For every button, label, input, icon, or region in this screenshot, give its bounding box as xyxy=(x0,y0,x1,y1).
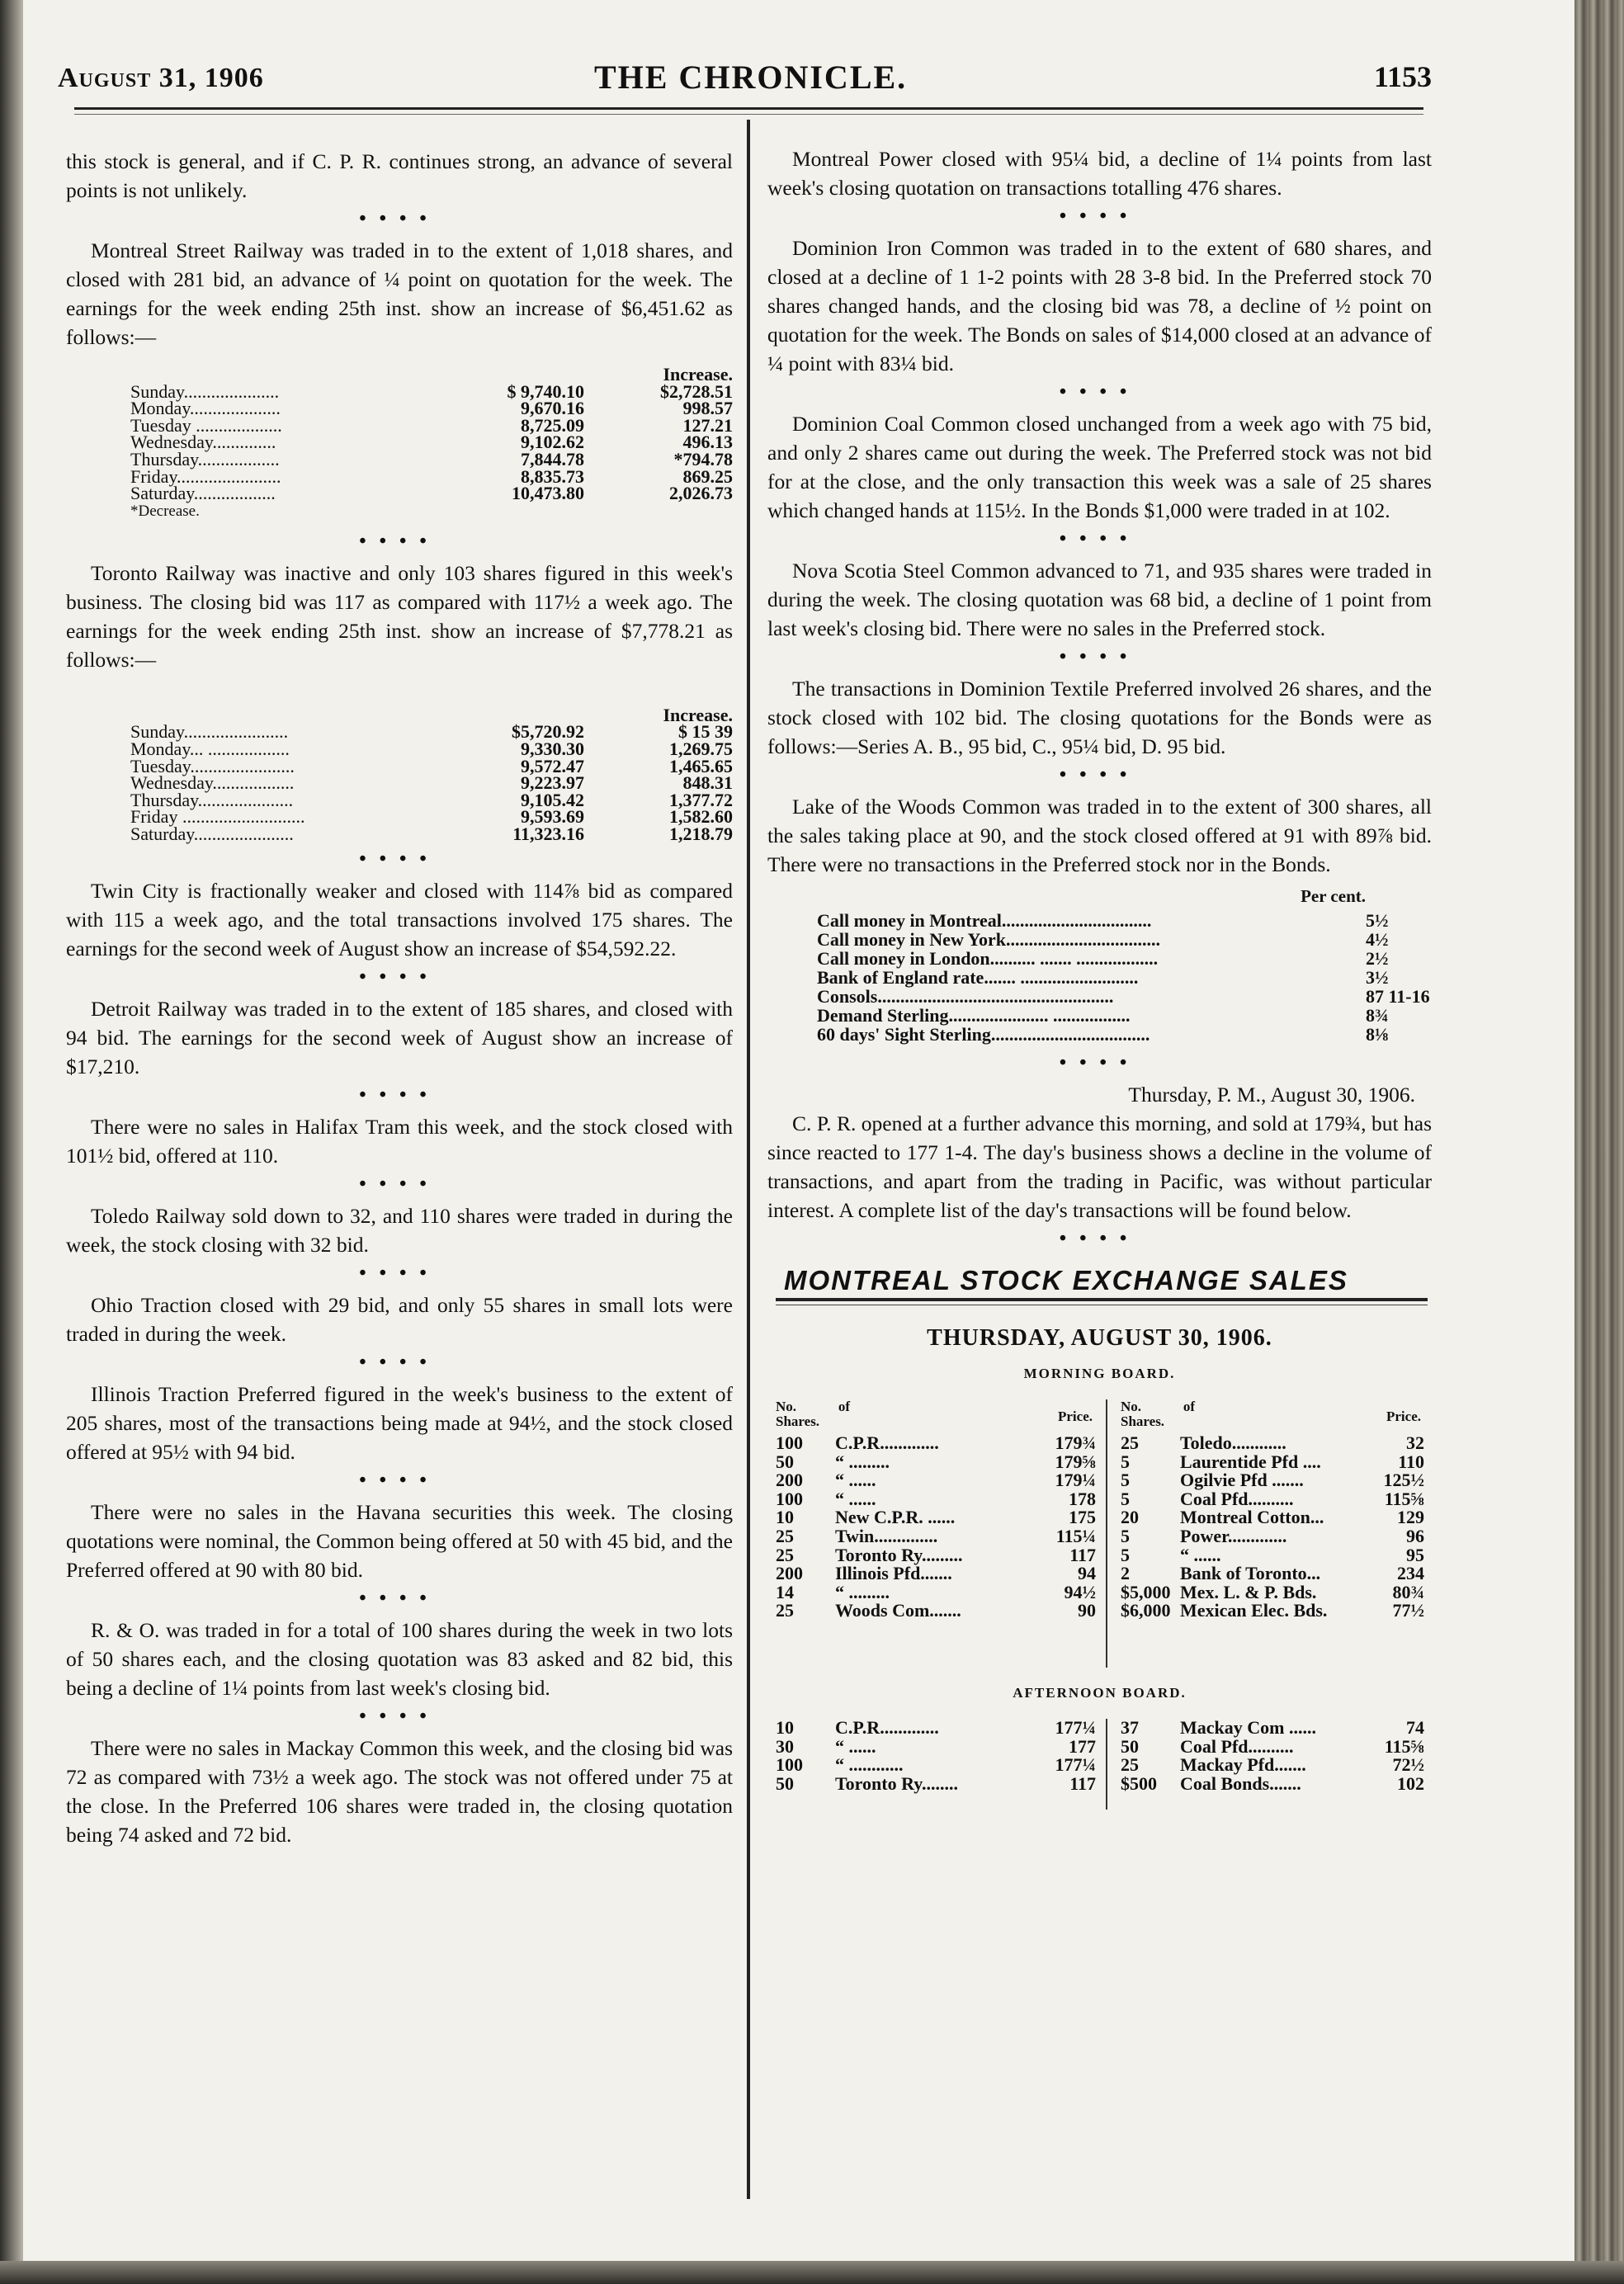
earnings-amount: 7,844.78 xyxy=(521,448,584,470)
paragraph: Toledo Railway sold down to 32, and 110 shares were traded in during the week, the stock closing with 32 bid. xyxy=(66,1203,733,1257)
money-rate-label: 60 days' Sight Sterling................................... xyxy=(817,1024,1150,1045)
section-separator: •••• xyxy=(359,1469,440,1491)
section-separator: •••• xyxy=(1059,528,1140,550)
sale-stock: Montreal Cotton... xyxy=(1180,1507,1324,1528)
paragraph: Detroit Railway was traded in to the extent of 185 shares, and closed with 94 bid. The earnings for the second week of August show an increase of $17,210. xyxy=(66,996,733,1078)
earnings-increase: 1,218.79 xyxy=(669,823,733,844)
scan-right-edge xyxy=(1574,0,1624,2284)
sale-stock: “ ............ xyxy=(835,1754,904,1776)
afternoon-sales-right xyxy=(1121,1719,1434,1793)
earnings-rows xyxy=(130,721,733,844)
sale-price: 117 xyxy=(1069,1772,1096,1794)
section-separator: •••• xyxy=(359,208,440,229)
section-separator: •••• xyxy=(359,1351,440,1373)
paragraph: Twin City is fractionally weaker and closed with 114⅞ bid as compared with 115 a week ago, and the total transactions involved 175 shares. The earnings for the second week of August show an increase of $54,592.22. xyxy=(66,878,733,960)
sale-stock: Power............. xyxy=(1180,1525,1287,1546)
sale-row xyxy=(1121,1527,1434,1546)
sale-stock: Woods Com....... xyxy=(835,1600,961,1621)
sale-stock: Mackay Pfd....... xyxy=(1180,1754,1306,1776)
sale-row xyxy=(1121,1719,1434,1738)
earnings-row xyxy=(130,826,733,843)
sale-shares: 2 xyxy=(1121,1563,1130,1584)
money-rate-label: Consols.................................................... xyxy=(817,986,1114,1007)
sales-column-header xyxy=(1121,1399,1434,1434)
earnings-amount: 10,473.80 xyxy=(512,483,584,504)
sale-shares: 100 xyxy=(776,1488,803,1509)
sale-price: 80¾ xyxy=(1392,1581,1424,1602)
sale-row xyxy=(1121,1583,1434,1602)
afternoon-board-label: AFTERNOON BOARD. xyxy=(1013,1685,1187,1701)
column-divider xyxy=(747,120,750,2199)
increase-header: Increase. xyxy=(663,364,733,385)
earnings-increase: $2,728.51 xyxy=(660,380,733,402)
section-separator: •••• xyxy=(359,1173,440,1195)
sale-stock: Twin.............. xyxy=(835,1525,938,1546)
sale-stock: C.P.R............. xyxy=(835,1432,939,1453)
sale-shares: 5 xyxy=(1121,1525,1130,1546)
sale-row xyxy=(776,1602,1106,1621)
sale-price: 102 xyxy=(1397,1772,1424,1794)
earnings-amount: 9,102.62 xyxy=(521,432,584,453)
money-rates-table xyxy=(817,911,1430,1044)
earnings-amount: 9,223.97 xyxy=(521,772,584,794)
sale-stock: Mexican Elec. Bds. xyxy=(1180,1600,1328,1621)
sale-stock: Coal Pfd.......... xyxy=(1180,1735,1294,1757)
sale-row xyxy=(1121,1490,1434,1509)
sale-price: 94½ xyxy=(1064,1581,1096,1602)
sale-row xyxy=(776,1546,1106,1565)
money-rate-label: Call money in London.......... ....... .................. xyxy=(817,948,1159,969)
sale-shares: $500 xyxy=(1121,1772,1157,1794)
sale-row xyxy=(1121,1602,1434,1621)
earnings-increase: 2,026.73 xyxy=(669,483,733,504)
earnings-increase: $ 15 39 xyxy=(678,721,733,743)
section-separator: •••• xyxy=(1059,205,1140,227)
sale-price: 177¼ xyxy=(1055,1717,1096,1738)
sale-shares: 50 xyxy=(776,1772,794,1794)
earnings-increase: 848.31 xyxy=(682,772,733,794)
sale-shares: 5 xyxy=(1121,1544,1130,1565)
afternoon-sales-left xyxy=(776,1719,1106,1793)
sales-column-header xyxy=(776,1399,1106,1434)
earnings-row xyxy=(130,485,733,503)
sale-row xyxy=(1121,1471,1434,1490)
section-separator: •••• xyxy=(1059,1228,1140,1249)
earnings-table-street-railway xyxy=(130,366,733,503)
earnings-amount: 9,593.69 xyxy=(521,806,584,828)
money-rate-value: 2½ xyxy=(1366,948,1389,969)
earnings-amount: 9,572.47 xyxy=(521,755,584,776)
sale-shares: 200 xyxy=(776,1470,803,1491)
sale-stock: “ ...... xyxy=(835,1735,876,1757)
earnings-increase: 127.21 xyxy=(682,414,733,436)
sale-stock: “ ...... xyxy=(835,1470,876,1491)
sale-shares: $6,000 xyxy=(1121,1600,1171,1621)
table-footnote: *Decrease. xyxy=(130,502,200,520)
sale-shares: 30 xyxy=(776,1735,794,1757)
sale-row xyxy=(1121,1756,1434,1775)
money-rate-row xyxy=(817,930,1430,949)
section-separator: •••• xyxy=(359,1587,440,1609)
sales-rule xyxy=(776,1298,1428,1301)
afternoon-board-sales xyxy=(767,1719,1432,1818)
earnings-day: Sunday....................... xyxy=(130,721,289,743)
sale-price: 129 xyxy=(1397,1507,1424,1528)
earnings-day: Friday ........................... xyxy=(130,806,305,828)
sale-shares: 14 xyxy=(776,1581,794,1602)
page-number: 1153 xyxy=(1374,60,1433,93)
section-separator: •••• xyxy=(1059,646,1140,668)
money-rate-value: 5½ xyxy=(1366,910,1389,931)
money-rate-value: 8¾ xyxy=(1366,1005,1389,1026)
paragraph: Toronto Railway was inactive and only 103 shares figured in this week's business. The closing bid was 117 as compared with 117½ a week ago. The earnings for the week ending 25th inst. show an increase of $7,778.21 as follows:— xyxy=(66,560,733,672)
section-separator: •••• xyxy=(1059,1052,1140,1074)
sales-rows xyxy=(776,1434,1106,1621)
sales-rows xyxy=(776,1719,1106,1793)
earnings-day: Wednesday.............. xyxy=(130,432,276,453)
earnings-increase: 1,582.60 xyxy=(669,806,733,828)
sale-shares: $5,000 xyxy=(1121,1581,1171,1602)
earnings-amount: 11,323.16 xyxy=(512,823,584,844)
sale-price: 115⅝ xyxy=(1384,1488,1424,1509)
paragraph: C. P. R. opened at a further advance this morning, and sold at 179¾, but has since reacted to 177 1-4. The day's business shows a decline in the volume of transactions, and apart from the trading in Pacific, was without particular interest. A complete list of the day's transactions will be found below. xyxy=(767,1111,1432,1222)
earnings-amount: 9,105.42 xyxy=(521,789,584,810)
sale-price: 74 xyxy=(1406,1717,1424,1738)
sale-row xyxy=(1121,1508,1434,1527)
morning-sales-right xyxy=(1121,1399,1434,1621)
sale-stock: “ ...... xyxy=(835,1488,876,1509)
earnings-table-toronto-railway xyxy=(130,704,733,844)
section-separator: •••• xyxy=(1059,764,1140,786)
paragraph: There were no sales in Mackay Common this week, and the closing bid was 72 as compared with 73½ a week ago. The stock was not offered under 75 at the close. In the Preferred 106 shares were traded in, the closing quotation being 74 asked and 72 bid. xyxy=(66,1735,733,1847)
sale-stock: Toledo............ xyxy=(1180,1432,1286,1453)
sale-stock: Coal Bonds....... xyxy=(1180,1772,1301,1794)
earnings-rows xyxy=(130,380,733,504)
left-column xyxy=(66,147,733,1849)
page-header xyxy=(50,58,1433,107)
sale-row xyxy=(776,1583,1106,1602)
money-rate-row xyxy=(817,949,1430,968)
money-rate-row xyxy=(817,968,1430,987)
paragraph: this stock is general, and if C. P. R. continues strong, an advance of several points is not unlikely. xyxy=(66,149,733,202)
sale-shares: 10 xyxy=(776,1717,794,1738)
earnings-amount: $ 9,740.10 xyxy=(507,380,584,402)
sale-stock: Toronto Ry........ xyxy=(835,1772,958,1794)
paragraph: Montreal Power closed with 95¼ bid, a decline of 1¼ points from last week's closing quotation on transactions totalling 476 shares. xyxy=(767,147,1432,200)
earnings-increase: *794.78 xyxy=(673,448,733,470)
sale-row xyxy=(776,1756,1106,1775)
sale-row xyxy=(1121,1772,1434,1794)
paragraph: Dominion Coal Common closed unchanged from a week ago with 75 bid, and only 2 shares came out during the week. The Preferred stock was not bid for at the close, and the only transaction this week was a sale of 25 shares which changed hands at 115½. In the Bonds $1,000 were traded in at 102. xyxy=(767,412,1432,522)
sale-row xyxy=(1121,1735,1434,1757)
sale-shares: 200 xyxy=(776,1563,803,1584)
paragraph: Nova Scotia Steel Common advanced to 71, and 935 shares were traded in during the week. The closing quotation was 68 bid, a decline of 1 point from last week's closing bid. There were no sales in the Preferred stock. xyxy=(767,559,1432,640)
earnings-day: Thursday.................. xyxy=(130,448,280,470)
section-separator: •••• xyxy=(359,1705,440,1727)
earnings-increase: 1,269.75 xyxy=(669,738,733,759)
sale-row xyxy=(776,1527,1106,1546)
sale-price: 115¼ xyxy=(1055,1525,1096,1546)
sale-row xyxy=(776,1434,1106,1453)
sale-price: 90 xyxy=(1078,1600,1096,1621)
sale-row xyxy=(776,1471,1106,1490)
sale-stock: Ogilvie Pfd ....... xyxy=(1180,1470,1304,1491)
sales-rows xyxy=(1121,1719,1434,1793)
section-separator: •••• xyxy=(359,965,440,988)
section-separator: •••• xyxy=(1059,381,1140,403)
shares-column-label: No. of Shares. xyxy=(776,1399,850,1429)
earnings-amount: 8,725.09 xyxy=(521,414,584,436)
sale-price: 125½ xyxy=(1383,1470,1424,1491)
sale-price: 178 xyxy=(1069,1488,1096,1509)
money-rows xyxy=(817,911,1430,1044)
sale-shares: 20 xyxy=(1121,1507,1139,1528)
money-rate-label: Call money in New York.................................. xyxy=(817,929,1160,950)
earnings-increase: 1,377.72 xyxy=(669,789,733,810)
sale-row xyxy=(776,1453,1106,1472)
sale-row xyxy=(1121,1564,1434,1583)
sale-shares: 37 xyxy=(1121,1717,1139,1738)
paragraph: Lake of the Woods Common was traded in to the extent of 300 shares, all the sales taking place at 90, and the stock closed offered at 91 with 89⅞ bid. There were no transactions in the Preferred stock nor in the Bonds. xyxy=(767,795,1432,876)
dateline: Thursday, P. M., August 30, 1906. xyxy=(1128,1083,1415,1107)
sale-row xyxy=(776,1719,1106,1738)
scan-left-edge xyxy=(0,0,23,2284)
sale-shares: 50 xyxy=(776,1451,794,1472)
shares-column-label: No. of Shares. xyxy=(1121,1399,1195,1429)
header-rule xyxy=(74,107,1423,110)
sale-shares: 50 xyxy=(1121,1735,1139,1757)
earnings-day: Saturday...................... xyxy=(130,823,294,844)
sale-stock: Mex. L. & P. Bds. xyxy=(1180,1581,1317,1602)
morning-board-sales xyxy=(767,1399,1432,1672)
sale-price: 32 xyxy=(1406,1432,1424,1453)
earnings-increase: 869.25 xyxy=(682,465,733,487)
earnings-day: Monday.................... xyxy=(130,398,281,419)
increase-header: Increase. xyxy=(663,704,733,725)
scan-bottom-edge xyxy=(0,2261,1624,2284)
sale-stock: “ ......... xyxy=(835,1581,890,1602)
paragraph: There were no sales in the Havana securities this week. The closing quotations were nominal, the Common being offered at 50 with 45 bid, and the Preferred offered at 90 with 80 bid. xyxy=(66,1499,733,1582)
money-rate-row xyxy=(817,1006,1430,1025)
earnings-day: Friday....................... xyxy=(130,465,281,487)
paragraph: There were no sales in Halifax Tram this week, and the stock closed with 101½ bid, offered at 110. xyxy=(66,1114,733,1168)
section-separator: •••• xyxy=(359,1083,440,1106)
sale-shares: 10 xyxy=(776,1507,794,1528)
money-rate-label: Bank of England rate....... .......................... xyxy=(817,967,1139,988)
paragraph: Ohio Traction closed with 29 bid, and only 55 shares in small lots were traded in during the week. xyxy=(66,1292,733,1346)
sales-divider xyxy=(1106,1399,1107,1668)
sale-row xyxy=(776,1564,1106,1583)
money-rate-label: Call money in Montreal................................. xyxy=(817,910,1152,931)
sale-shares: 100 xyxy=(776,1754,803,1776)
sale-row xyxy=(776,1490,1106,1509)
sale-shares: 100 xyxy=(776,1432,803,1453)
earnings-day: Sunday..................... xyxy=(130,380,280,402)
section-separator: •••• xyxy=(359,1262,440,1284)
sale-price: 95 xyxy=(1406,1544,1424,1565)
sale-stock: Mackay Com ...... xyxy=(1180,1717,1316,1738)
sale-shares: 25 xyxy=(1121,1754,1139,1776)
money-rate-label: Demand Sterling...................... ................. xyxy=(817,1005,1131,1026)
sale-row xyxy=(1121,1434,1434,1453)
price-column-label: Price. xyxy=(1386,1409,1421,1424)
paragraph: Dominion Iron Common was traded in to the extent of 680 shares, and closed at a decline of 1 1-2 points with 28 3-8 bid. In the Preferred stock 70 shares changed hands, and the closing bid was 78, a decline of ½ point on quotation for the week. The Bonds on sales of $14,000 closed at an advance of ¼ point with 83¼ bid. xyxy=(767,236,1432,375)
sale-row xyxy=(776,1772,1106,1794)
earnings-amount: 9,670.16 xyxy=(521,398,584,419)
money-rate-value: 8⅛ xyxy=(1366,1024,1389,1045)
sale-stock: Bank of Toronto... xyxy=(1180,1563,1321,1584)
earnings-day: Wednesday.................. xyxy=(130,772,295,794)
sales-rows xyxy=(1121,1434,1434,1621)
sale-price: 179¼ xyxy=(1055,1470,1096,1491)
money-rate-row xyxy=(817,1025,1430,1044)
earnings-day: Saturday.................. xyxy=(130,483,276,504)
sale-price: 110 xyxy=(1398,1451,1424,1472)
sale-price: 96 xyxy=(1406,1525,1424,1546)
earnings-amount: $5,720.92 xyxy=(512,721,584,743)
sale-stock: Laurentide Pfd .... xyxy=(1180,1451,1321,1472)
sale-price: 115⅝ xyxy=(1384,1735,1424,1757)
sale-price: 179¾ xyxy=(1055,1432,1096,1453)
section-separator: •••• xyxy=(359,530,440,552)
sale-stock: C.P.R............. xyxy=(835,1717,939,1738)
earnings-increase: 496.13 xyxy=(682,432,733,453)
sale-price: 117 xyxy=(1069,1544,1096,1565)
sale-price: 175 xyxy=(1069,1507,1096,1528)
sale-shares: 25 xyxy=(776,1544,794,1565)
sale-stock: New C.P.R. ...... xyxy=(835,1507,956,1528)
right-column xyxy=(767,144,1432,1818)
sale-shares: 5 xyxy=(1121,1451,1130,1472)
sale-shares: 25 xyxy=(776,1525,794,1546)
sale-row xyxy=(1121,1453,1434,1472)
earnings-increase: 1,465.65 xyxy=(669,755,733,776)
price-column-label: Price. xyxy=(1058,1409,1093,1424)
sale-price: 177 xyxy=(1069,1735,1096,1757)
earnings-amount: 9,330.30 xyxy=(521,738,584,759)
sale-price: 77½ xyxy=(1392,1600,1424,1621)
money-rate-value: 3½ xyxy=(1366,967,1389,988)
earnings-day: Tuesday....................... xyxy=(130,755,295,776)
paragraph: Montreal Street Railway was traded in to the extent of 1,018 shares, and closed with 281 bid, an advance of ¼ point on quotation for the week. The earnings for the week ending 25th inst. show an increase of $6,451.62 as follows:— xyxy=(66,238,733,349)
earnings-day: Thursday..................... xyxy=(130,789,294,810)
earnings-increase: 998.57 xyxy=(682,398,733,419)
sale-price: 234 xyxy=(1397,1563,1424,1584)
issue-date: August 31, 1906 xyxy=(58,63,264,93)
sale-stock: “ ......... xyxy=(835,1451,890,1472)
sale-shares: 25 xyxy=(1121,1432,1139,1453)
sale-stock: “ ...... xyxy=(1180,1544,1221,1565)
sale-price: 179⅝ xyxy=(1055,1451,1096,1472)
money-rate-value: 87 11-16 xyxy=(1366,986,1430,1007)
paragraph: R. & O. was traded in for a total of 100 shares during the week in two lots of 50 shares each, and the closing quotation was 83 asked and 82 bid, this being a decline of 1¼ points from last week's closing bid. xyxy=(66,1617,733,1700)
money-rate-value: 4½ xyxy=(1366,929,1389,950)
paragraph: The transactions in Dominion Textile Preferred involved 26 shares, and the stock closed with 102 bid. The closing quotations for the Bonds were as follows:—Series A. B., 95 bid, C., 95¼ bid, D. 95 bid. xyxy=(767,677,1432,758)
section-separator: •••• xyxy=(359,847,440,870)
publication-title: THE CHRONICLE. xyxy=(594,59,908,96)
header-rule-thin xyxy=(74,114,1423,115)
sale-price: 94 xyxy=(1078,1563,1096,1584)
sales-divider xyxy=(1106,1719,1107,1810)
sale-stock: Illinois Pfd....... xyxy=(835,1563,952,1584)
sale-stock: Toronto Ry......... xyxy=(835,1544,963,1565)
sale-row xyxy=(776,1735,1106,1757)
morning-board-label: MORNING BOARD. xyxy=(1023,1366,1176,1381)
money-rate-row xyxy=(817,987,1430,1006)
earnings-day: Monday... .................. xyxy=(130,738,290,759)
sale-shares: 5 xyxy=(1121,1488,1130,1509)
sale-price: 177¼ xyxy=(1055,1754,1096,1776)
sales-date: THURSDAY, AUGUST 30, 1906. xyxy=(927,1325,1272,1351)
sale-shares: 25 xyxy=(776,1600,794,1621)
sale-price: 72½ xyxy=(1392,1754,1424,1776)
sale-row xyxy=(776,1508,1106,1527)
sale-row xyxy=(1121,1546,1434,1565)
paragraph: Illinois Traction Preferred figured in the week's business to the extent of 205 shares, most of the transactions being made at 94½, and the stock closed offered at 95½ with 94 bid. xyxy=(66,1381,733,1464)
money-rate-row xyxy=(817,911,1430,930)
sale-stock: Coal Pfd.......... xyxy=(1180,1488,1294,1509)
money-rates-header: Per cent. xyxy=(1301,886,1366,906)
earnings-amount: 8,835.73 xyxy=(521,465,584,487)
earnings-day: Tuesday ................... xyxy=(130,414,282,436)
morning-sales-left xyxy=(776,1399,1106,1621)
sales-title: MONTREAL STOCK EXCHANGE SALES xyxy=(784,1265,1348,1295)
sale-shares: 5 xyxy=(1121,1470,1130,1491)
